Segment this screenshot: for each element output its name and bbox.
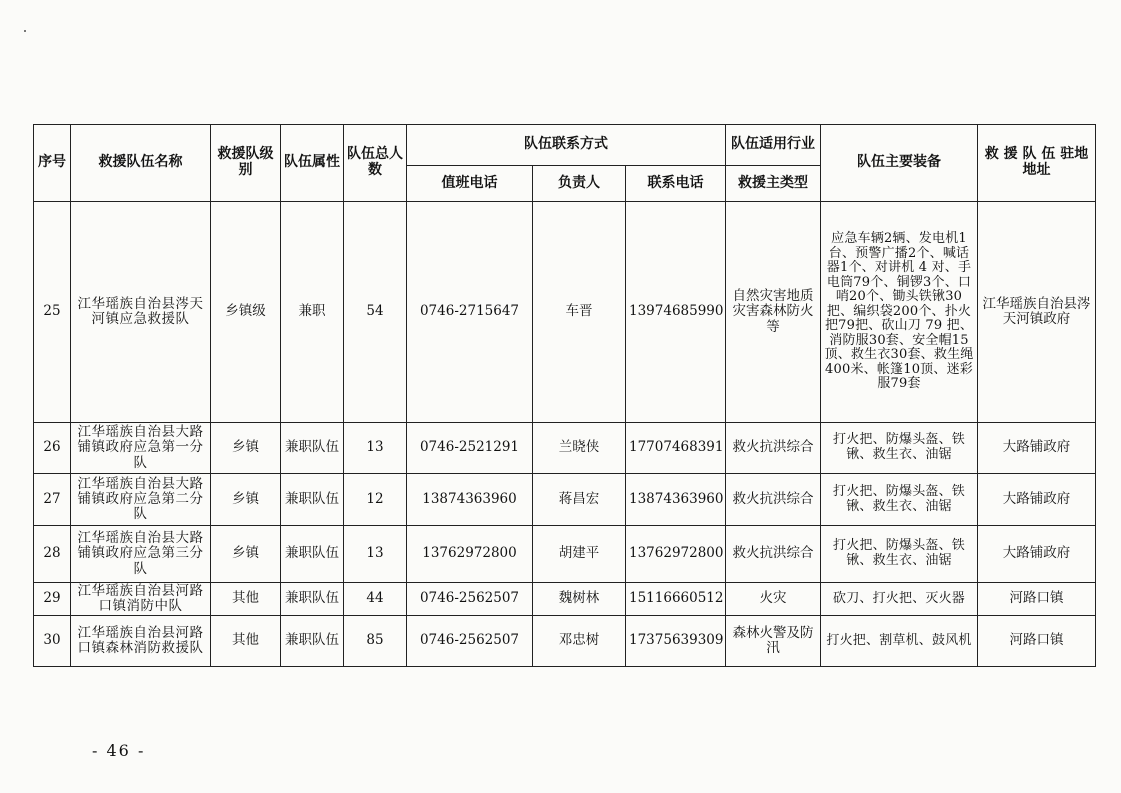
cell-total: 13: [344, 423, 407, 474]
cell-address: 江华瑶族自治县涔天河镇政府: [978, 202, 1096, 423]
header-total: 队伍总人数: [344, 125, 407, 202]
cell-equipment: 打火把、防爆头盔、铁锹、救生衣、油锯: [821, 423, 978, 474]
cell-address: 河路口镇: [978, 616, 1096, 667]
cell-no: 29: [34, 583, 71, 616]
cell-no: 27: [34, 474, 71, 526]
cell-address: 河路口镇: [978, 583, 1096, 616]
cell-rescue-type: 森林火警及防汛: [726, 616, 821, 667]
cell-leader: 魏树林: [533, 583, 626, 616]
header-equipment: 队伍主要装备: [821, 125, 978, 202]
cell-duty-phone: 0746-2715647: [407, 202, 533, 423]
cell-leader: 兰晓侠: [533, 423, 626, 474]
cell-team-name: 江华瑶族自治县大路铺镇政府应急第一分队: [71, 423, 211, 474]
cell-rescue-type: 救火抗洪综合: [726, 423, 821, 474]
cell-contact-phone: 13974685990: [626, 202, 726, 423]
cell-duty-phone: 0746-2562507: [407, 616, 533, 667]
cell-contact-phone: 17707468391: [626, 423, 726, 474]
cell-level: 乡镇: [211, 526, 281, 583]
rescue-team-table: [33, 124, 1096, 667]
cell-duty-phone: 0746-2562507: [407, 583, 533, 616]
cell-attribute: 兼职队伍: [281, 526, 344, 583]
cell-contact-phone: 17375639309: [626, 616, 726, 667]
header-contact-phone: 联系电话: [626, 166, 726, 202]
cell-total: 85: [344, 616, 407, 667]
header-no: 序号: [34, 125, 71, 202]
cell-attribute: 兼职队伍: [281, 474, 344, 526]
cell-contact-phone: 13874363960: [626, 474, 726, 526]
table-row: [34, 474, 1096, 526]
cell-leader: 邓忠树: [533, 616, 626, 667]
cell-address: 大路铺政府: [978, 423, 1096, 474]
cell-attribute: 兼职队伍: [281, 423, 344, 474]
cell-duty-phone: 13762972800: [407, 526, 533, 583]
cell-level: 乡镇: [211, 474, 281, 526]
page-number: - 46 -: [92, 741, 146, 760]
header-address: 救 援 队 伍 驻地地址: [978, 125, 1096, 202]
cell-equipment: 打火把、割草机、鼓风机: [821, 616, 978, 667]
cell-no: 25: [34, 202, 71, 423]
header-rescue-type: 救援主类型: [726, 166, 821, 202]
cell-attribute: 兼职队伍: [281, 583, 344, 616]
cell-rescue-type: 火灾: [726, 583, 821, 616]
header-industry: 队伍适用行业: [726, 125, 821, 166]
table-row: [34, 526, 1096, 583]
cell-total: 54: [344, 202, 407, 423]
cell-level: 其他: [211, 616, 281, 667]
table-row: [34, 202, 1096, 423]
cell-no: 26: [34, 423, 71, 474]
cell-team-name: 江华瑶族自治县涔天河镇应急救援队: [71, 202, 211, 423]
cell-rescue-type: 救火抗洪综合: [726, 474, 821, 526]
cell-equipment: 打火把、防爆头盔、铁锹、救生衣、油锯: [821, 526, 978, 583]
cell-leader: 蒋昌宏: [533, 474, 626, 526]
cell-no: 30: [34, 616, 71, 667]
cell-total: 13: [344, 526, 407, 583]
cell-attribute: 兼职: [281, 202, 344, 423]
cell-duty-phone: 13874363960: [407, 474, 533, 526]
header-contact-group: 队伍联系方式: [407, 125, 726, 166]
header-duty-phone: 值班电话: [407, 166, 533, 202]
cell-rescue-type: 救火抗洪综合: [726, 526, 821, 583]
cell-equipment: 砍刀、打火把、灭火器: [821, 583, 978, 616]
cell-no: 28: [34, 526, 71, 583]
table-row: [34, 583, 1096, 616]
cell-address: 大路铺政府: [978, 474, 1096, 526]
header-leader: 负责人: [533, 166, 626, 202]
header-row-top: [34, 125, 1096, 166]
header-team-name: 救援队伍名称: [71, 125, 211, 202]
header-attribute: 队伍属性: [281, 125, 344, 202]
cell-rescue-type: 自然灾害地质灾害森林防火等: [726, 202, 821, 423]
cell-team-name: 江华瑶族自治县大路铺镇政府应急第三分队: [71, 526, 211, 583]
cell-duty-phone: 0746-2521291: [407, 423, 533, 474]
cell-team-name: 江华瑶族自治县河路口镇森林消防救援队: [71, 616, 211, 667]
cell-team-name: 江华瑶族自治县大路铺镇政府应急第二分队: [71, 474, 211, 526]
cell-total: 44: [344, 583, 407, 616]
cell-level: 乡镇: [211, 423, 281, 474]
scan-speck: [24, 30, 26, 32]
cell-equipment: 应急车辆2辆、发电机1台、预警广播2个、喊话器1个、对讲机 4 对、手电筒79个、铜锣3个、口哨20个、锄头铁锹30把、编织袋200个、扑火把79把、砍山刀 79 把、消防服30套、安全帽15顶、救生衣30套、救生绳400米、帐篷10顶、迷彩服79套: [821, 202, 978, 423]
table-row: [34, 423, 1096, 474]
header-level: 救援队级别: [211, 125, 281, 202]
cell-address: 大路铺政府: [978, 526, 1096, 583]
cell-team-name: 江华瑶族自治县河路口镇消防中队: [71, 583, 211, 616]
cell-contact-phone: 13762972800: [626, 526, 726, 583]
cell-leader: 车晋: [533, 202, 626, 423]
cell-contact-phone: 15116660512: [626, 583, 726, 616]
cell-leader: 胡建平: [533, 526, 626, 583]
cell-total: 12: [344, 474, 407, 526]
cell-level: 乡镇级: [211, 202, 281, 423]
cell-equipment: 打火把、防爆头盔、铁锹、救生衣、油锯: [821, 474, 978, 526]
cell-attribute: 兼职队伍: [281, 616, 344, 667]
table-row: [34, 616, 1096, 667]
cell-level: 其他: [211, 583, 281, 616]
